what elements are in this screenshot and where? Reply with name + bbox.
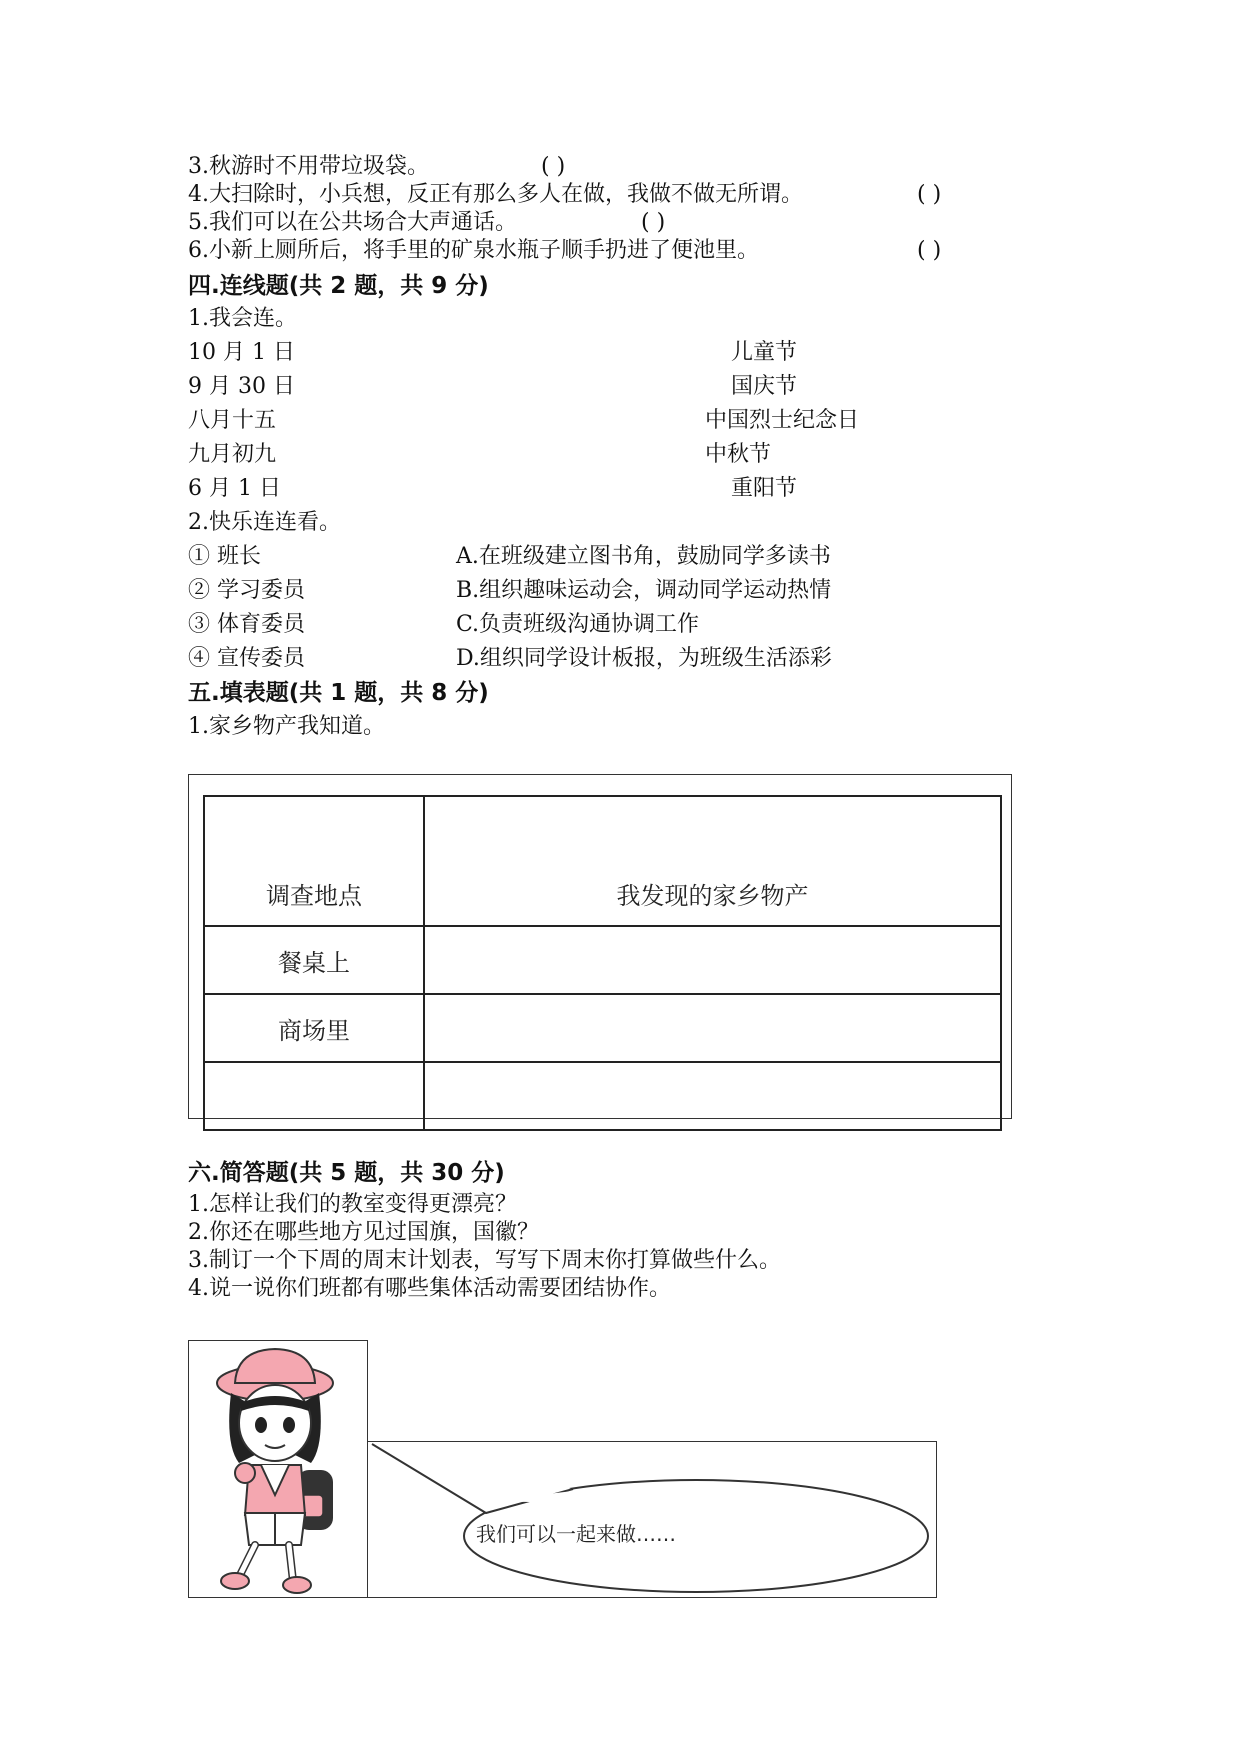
role-1: ① 班长 bbox=[188, 544, 261, 569]
speech-bubble-text: 我们可以一起来做…… bbox=[476, 1522, 676, 1546]
section-4-title: 四.连线题(共 2 题，共 9 分) bbox=[188, 273, 489, 299]
q5-1-prompt: 1.家乡物产我知道。 bbox=[188, 714, 385, 739]
match-left-1: 10 月 1 日 bbox=[188, 340, 295, 365]
q4-1-prompt: 1.我会连。 bbox=[188, 306, 297, 331]
cell-location-input[interactable] bbox=[204, 1062, 424, 1130]
role-3: ③ 体育委员 bbox=[188, 612, 305, 637]
answer-paren-6[interactable]: ( ) bbox=[917, 238, 942, 263]
duty-d: D.组织同学设计板报，为班级生活添彩 bbox=[456, 646, 832, 671]
q6-1: 1.怎样让我们的教室变得更漂亮？ bbox=[188, 1192, 517, 1217]
judge-item-4: 4.大扫除时，小兵想，反正有那么多人在做，我做不做无所谓。 bbox=[188, 182, 803, 207]
table-header-row bbox=[204, 796, 1001, 926]
match-right-4: 中秋节 bbox=[705, 442, 772, 467]
match-left-3: 八月十五 bbox=[188, 408, 277, 433]
answer-paren-4[interactable]: ( ) bbox=[917, 182, 942, 207]
section-5-title: 五.填表题(共 1 题，共 8 分) bbox=[188, 680, 489, 706]
cell-products-input[interactable] bbox=[424, 926, 1001, 994]
hometown-products-table bbox=[203, 795, 1002, 1131]
table-row bbox=[204, 1062, 1001, 1130]
q6-2: 2.你还在哪些地方见过国旗，国徽？ bbox=[188, 1220, 539, 1245]
table-row bbox=[204, 994, 1001, 1062]
section-6-title: 六.简答题(共 5 题，共 30 分) bbox=[188, 1160, 505, 1186]
match-right-1: 儿童节 bbox=[731, 340, 798, 365]
match-right-2: 国庆节 bbox=[731, 374, 798, 399]
match-left-2: 9 月 30 日 bbox=[188, 374, 295, 399]
header-products: 我发现的家乡物产 bbox=[424, 796, 1001, 926]
table-row bbox=[204, 926, 1001, 994]
judge-item-5: 5.我们可以在公共场合大声通话。 bbox=[188, 210, 517, 235]
match-right-3: 中国烈士纪念日 bbox=[705, 408, 860, 433]
duty-c: C.负责班级沟通协调工作 bbox=[456, 612, 700, 637]
q6-3: 3.制订一个下周的周末计划表，写写下周末你打算做些什么。 bbox=[188, 1248, 781, 1273]
judge-item-6: 6.小新上厕所后，将手里的矿泉水瓶子顺手扔进了便池里。 bbox=[188, 238, 759, 263]
cell-products-input[interactable] bbox=[424, 1062, 1001, 1130]
role-4: ④ 宣传委员 bbox=[188, 646, 305, 671]
duty-a: A.在班级建立图书角，鼓励同学多读书 bbox=[456, 544, 831, 569]
role-2: ② 学习委员 bbox=[188, 578, 305, 603]
q4-2-prompt: 2.快乐连连看。 bbox=[188, 510, 341, 535]
cell-products-input[interactable] bbox=[424, 994, 1001, 1062]
duty-b: B.组织趣味运动会，调动同学运动热情 bbox=[456, 578, 832, 603]
match-left-4: 九月初九 bbox=[188, 442, 277, 467]
cell-location: 商场里 bbox=[204, 994, 424, 1062]
cell-location: 餐桌上 bbox=[204, 926, 424, 994]
judge-item-3: 3.秋游时不用带垃圾袋。 bbox=[188, 154, 429, 179]
header-location: 调查地点 bbox=[204, 796, 424, 926]
match-left-5: 6 月 1 日 bbox=[188, 476, 281, 501]
match-right-5: 重阳节 bbox=[731, 476, 798, 501]
answer-paren-5[interactable]: ( ) bbox=[641, 210, 666, 235]
girl-with-backpack-icon bbox=[205, 1345, 355, 1595]
answer-paren-3[interactable]: ( ) bbox=[541, 154, 566, 179]
q6-4: 4.说一说你们班都有哪些集体活动需要团结协作。 bbox=[188, 1276, 671, 1301]
